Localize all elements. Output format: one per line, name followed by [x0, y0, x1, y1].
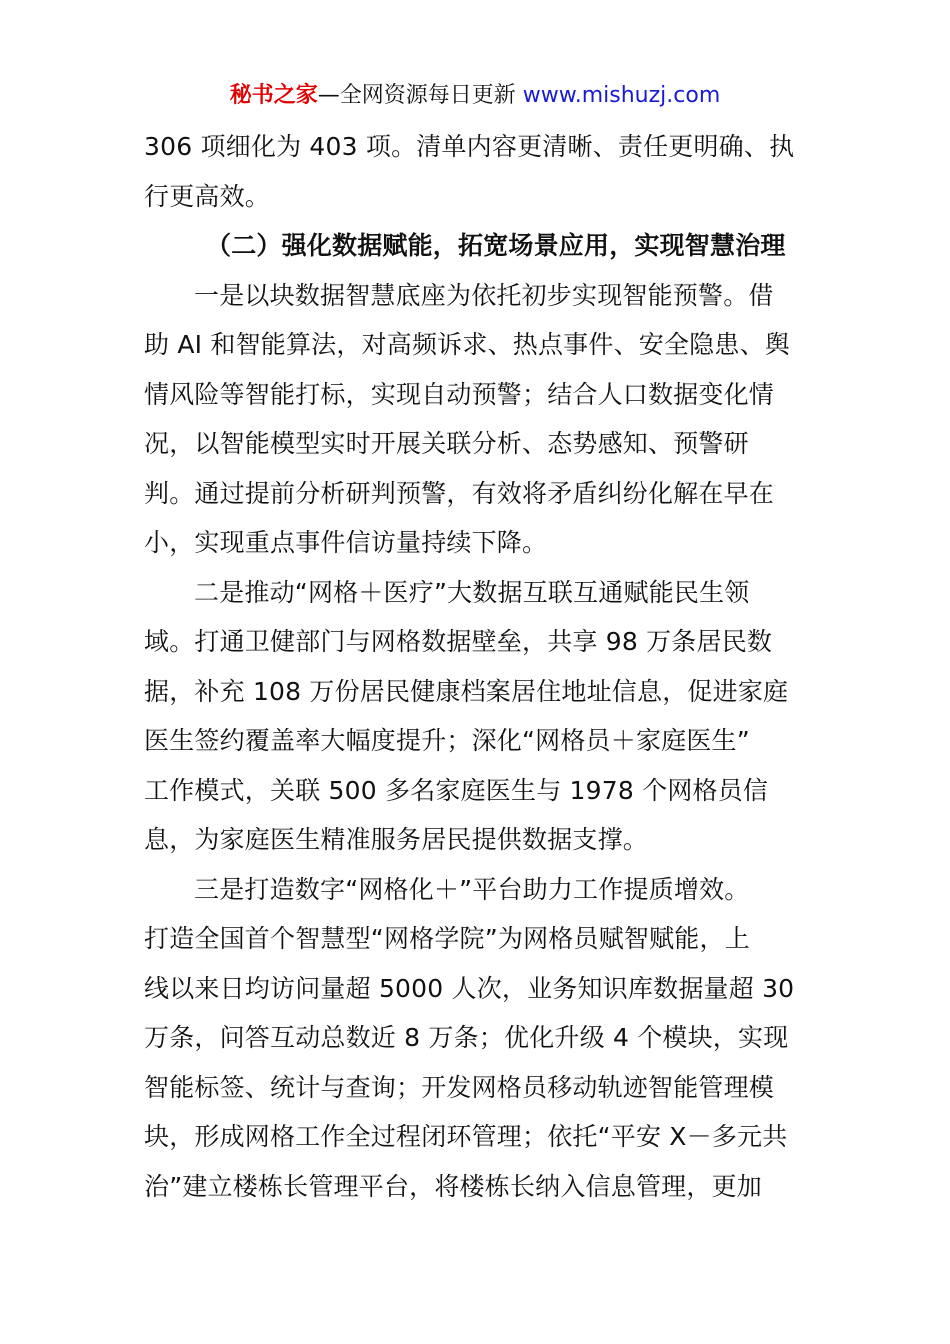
body-line: 况，以智能模型实时开展关联分析、态势感知、预警研: [144, 429, 749, 458]
header-brand: 秘书之家: [229, 83, 318, 108]
paragraph-first-line: 二是推动“网格＋医疗”大数据互联互通赋能民生领: [194, 577, 750, 607]
section-heading: （二）强化数据赋能，拓宽场景应用，实现智慧治理: [206, 231, 786, 260]
document-body: [144, 122, 808, 1211]
body-line: 助 AI 和智能算法，对高频诉求、热点事件、安全隐患、舆: [144, 330, 790, 359]
body-line: 行更高效。: [144, 181, 271, 211]
body-line: 据，补充 108 万份居民健康档案居住地址信息，促进家庭: [144, 676, 789, 706]
body-line: 情风险等智能打标，实现自动预警；结合人口数据变化情: [144, 379, 775, 409]
paragraph-first-line: 一是以块数据智慧底座为依托初步实现智能预警。借: [194, 280, 774, 310]
body-line: 工作模式，关联 500 多名家庭医生与 1978 个网格员信: [144, 775, 769, 805]
header-url-link[interactable]: www.mishuzj.com: [522, 83, 721, 108]
body-line: 打造全国首个智慧型“网格学院”为网格员赋智赋能，上: [144, 924, 750, 953]
body-line: 306 项细化为 403 项。清单内容更清晰、责任更明确、执: [144, 132, 795, 161]
body-line: 域。打通卫健部门与网格数据壁垒，共享 98 万条居民数: [144, 627, 773, 656]
body-line: 治”建立楼栋长管理平台，将楼栋长纳入信息管理，更加: [144, 1171, 762, 1201]
body-line: 医生签约覆盖率大幅度提升；深化“网格员＋家庭医生”: [144, 726, 750, 755]
body-line: 息，为家庭医生精准服务居民提供数据支撑。: [144, 825, 649, 854]
header-tagline: —全网资源每日更新: [317, 83, 516, 108]
body-line: 判。通过提前分析研判预警，有效将矛盾纠纷化解在早在: [144, 478, 775, 508]
page-header: [0, 80, 950, 112]
body-line: 万条，问答互动总数近 8 万条；优化升级 4 个模块，实现: [144, 1023, 789, 1052]
body-line: 小，实现重点事件信访量持续下降。: [144, 528, 548, 557]
body-line: 智能标签、统计与查询；开发网格员移动轨迹智能管理模: [144, 1072, 775, 1102]
body-line: 块，形成网格工作全过程闭环管理；依托“平安 X－多元共: [144, 1122, 788, 1151]
body-line: 线以来日均访问量超 5000 人次，业务知识库数据量超 30: [144, 973, 795, 1003]
paragraph-first-line: 三是打造数字“网格化＋”平台助力工作提质增效。: [194, 874, 750, 904]
